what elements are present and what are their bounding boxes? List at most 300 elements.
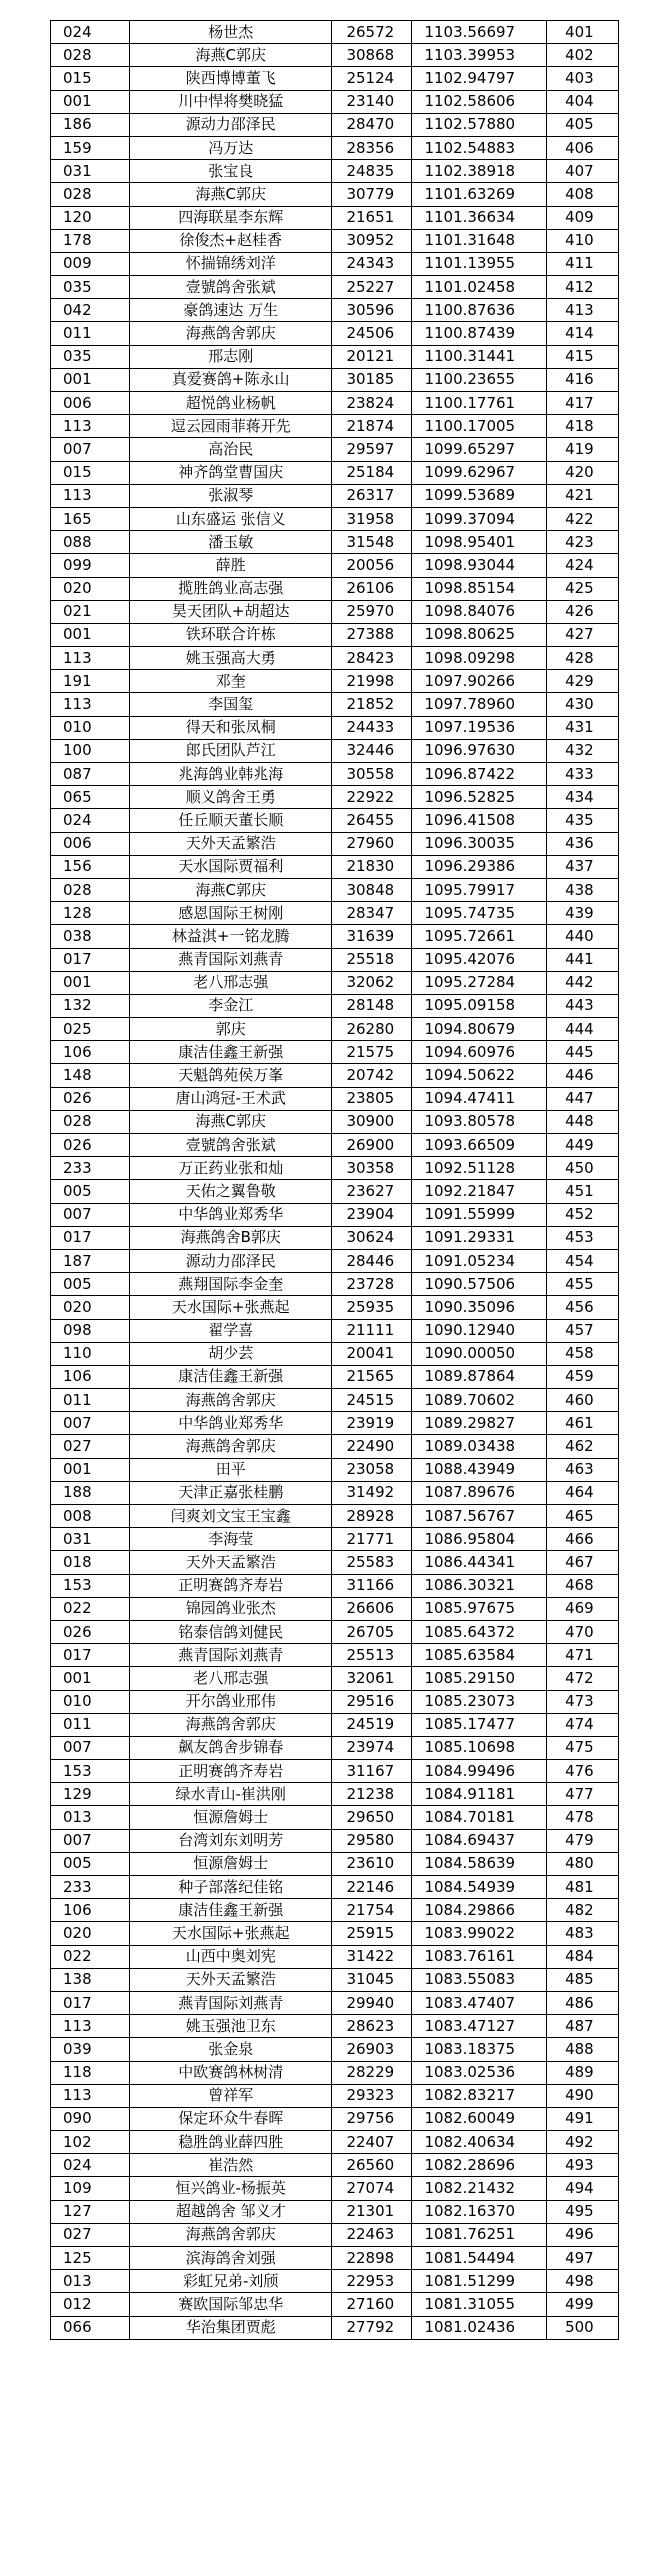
ring-number-cell: 29940: [332, 1991, 412, 2014]
team-number-cell: 127: [51, 2200, 130, 2223]
table-row: [51, 832, 619, 855]
team-number-cell: 005: [51, 1852, 130, 1875]
pigeon-owner-cell: 燕青国际刘燕青: [129, 948, 331, 971]
table-row: [51, 1365, 619, 1388]
team-number-cell: 013: [51, 2270, 130, 2293]
speed-cell: 1096.30035: [412, 832, 547, 855]
speed-cell: 1081.51299: [412, 2270, 547, 2293]
team-number-cell: 138: [51, 1968, 130, 1991]
team-number-cell: 005: [51, 1273, 130, 1296]
table-row: [51, 229, 619, 252]
table-row: [51, 507, 619, 530]
rank-cell: 401: [547, 21, 619, 44]
speed-cell: 1081.02436: [412, 2316, 547, 2339]
team-number-cell: 186: [51, 113, 130, 136]
pigeon-owner-cell: 薛胜: [129, 554, 331, 577]
table-row: [51, 2084, 619, 2107]
pigeon-owner-cell: 崔浩然: [129, 2154, 331, 2177]
pigeon-owner-cell: 兆海鸽业韩兆海: [129, 763, 331, 786]
speed-cell: 1100.17761: [412, 392, 547, 415]
speed-cell: 1094.47411: [412, 1087, 547, 1110]
pigeon-owner-cell: 康洁佳鑫王新强: [129, 1041, 331, 1064]
pigeon-owner-cell: 山东盛运 张信义: [129, 507, 331, 530]
table-row: [51, 1064, 619, 1087]
speed-cell: 1100.87636: [412, 299, 547, 322]
speed-cell: 1096.97630: [412, 739, 547, 762]
ring-number-cell: 32062: [332, 971, 412, 994]
team-number-cell: 017: [51, 1226, 130, 1249]
ring-number-cell: 31548: [332, 531, 412, 554]
team-number-cell: 015: [51, 461, 130, 484]
team-number-cell: 022: [51, 1945, 130, 1968]
speed-cell: 1087.89676: [412, 1481, 547, 1504]
speed-cell: 1092.51128: [412, 1157, 547, 1180]
speed-cell: 1084.58639: [412, 1852, 547, 1875]
pigeon-owner-cell: 陕西博博董飞: [129, 67, 331, 90]
pigeon-owner-cell: 昊天团队+胡超达: [129, 600, 331, 623]
rank-cell: 497: [547, 2247, 619, 2270]
ring-number-cell: 31958: [332, 507, 412, 530]
table-row: [51, 1273, 619, 1296]
table-row: [51, 2316, 619, 2339]
speed-cell: 1099.53689: [412, 484, 547, 507]
ring-number-cell: 26572: [332, 21, 412, 44]
ring-number-cell: 21852: [332, 693, 412, 716]
rank-cell: 484: [547, 1945, 619, 1968]
ring-number-cell: 22407: [332, 2131, 412, 2154]
pigeon-owner-cell: 开尔鸽业邢伟: [129, 1690, 331, 1713]
table-row: [51, 1342, 619, 1365]
ring-number-cell: 29597: [332, 438, 412, 461]
ring-number-cell: 25915: [332, 1922, 412, 1945]
table-row: [51, 1852, 619, 1875]
rank-cell: 473: [547, 1690, 619, 1713]
speed-cell: 1103.56697: [412, 21, 547, 44]
team-number-cell: 027: [51, 2223, 130, 2246]
speed-cell: 1100.31441: [412, 345, 547, 368]
team-number-cell: 187: [51, 1249, 130, 1272]
ring-number-cell: 32446: [332, 739, 412, 762]
rank-cell: 412: [547, 276, 619, 299]
table-row: [51, 1922, 619, 1945]
rank-cell: 426: [547, 600, 619, 623]
ring-number-cell: 21575: [332, 1041, 412, 1064]
table-row: [51, 971, 619, 994]
rank-cell: 463: [547, 1458, 619, 1481]
speed-cell: 1094.50622: [412, 1064, 547, 1087]
rank-cell: 417: [547, 392, 619, 415]
team-number-cell: 088: [51, 531, 130, 554]
ring-number-cell: 26106: [332, 577, 412, 600]
team-number-cell: 110: [51, 1342, 130, 1365]
team-number-cell: 008: [51, 1505, 130, 1528]
rank-cell: 448: [547, 1110, 619, 1133]
team-number-cell: 038: [51, 925, 130, 948]
rank-cell: 461: [547, 1412, 619, 1435]
team-number-cell: 001: [51, 623, 130, 646]
speed-cell: 1086.30321: [412, 1574, 547, 1597]
speed-cell: 1089.70602: [412, 1389, 547, 1412]
table-row: [51, 1319, 619, 1342]
pigeon-owner-cell: 海燕鸽舍郭庆: [129, 322, 331, 345]
team-number-cell: 020: [51, 577, 130, 600]
rank-cell: 469: [547, 1597, 619, 1620]
ring-number-cell: 27388: [332, 623, 412, 646]
speed-cell: 1095.79917: [412, 878, 547, 901]
team-number-cell: 024: [51, 2154, 130, 2177]
ring-number-cell: 21830: [332, 855, 412, 878]
ring-number-cell: 23140: [332, 90, 412, 113]
ring-number-cell: 21565: [332, 1365, 412, 1388]
team-number-cell: 035: [51, 276, 130, 299]
pigeon-owner-cell: 张宝良: [129, 160, 331, 183]
ring-number-cell: 31639: [332, 925, 412, 948]
team-number-cell: 113: [51, 415, 130, 438]
team-number-cell: 010: [51, 716, 130, 739]
rank-cell: 444: [547, 1018, 619, 1041]
table-row: [51, 67, 619, 90]
pigeon-owner-cell: 李海莹: [129, 1528, 331, 1551]
table-row: [51, 1876, 619, 1899]
rank-cell: 405: [547, 113, 619, 136]
speed-cell: 1100.87439: [412, 322, 547, 345]
table-row: [51, 1597, 619, 1620]
pigeon-owner-cell: 真爱赛鸽+陈永山: [129, 368, 331, 391]
ring-number-cell: 25935: [332, 1296, 412, 1319]
rank-cell: 407: [547, 160, 619, 183]
team-number-cell: 011: [51, 322, 130, 345]
table-row: [51, 1041, 619, 1064]
pigeon-owner-cell: 林益淇+一铭龙腾: [129, 925, 331, 948]
speed-cell: 1098.09298: [412, 647, 547, 670]
speed-cell: 1089.03438: [412, 1435, 547, 1458]
ring-number-cell: 23728: [332, 1273, 412, 1296]
ring-number-cell: 28446: [332, 1249, 412, 1272]
table-row: [51, 2131, 619, 2154]
ring-number-cell: 30779: [332, 183, 412, 206]
pigeon-owner-cell: 中华鸽业郑秀华: [129, 1203, 331, 1226]
rank-cell: 485: [547, 1968, 619, 1991]
team-number-cell: 026: [51, 1620, 130, 1643]
pigeon-owner-cell: 滨海鸽舍刘强: [129, 2247, 331, 2270]
speed-cell: 1096.87422: [412, 763, 547, 786]
table-row: [51, 994, 619, 1017]
speed-cell: 1095.74735: [412, 902, 547, 925]
speed-cell: 1085.10698: [412, 1736, 547, 1759]
ring-number-cell: 22463: [332, 2223, 412, 2246]
speed-cell: 1088.43949: [412, 1458, 547, 1481]
speed-cell: 1101.31648: [412, 229, 547, 252]
pigeon-owner-cell: 中欧赛鸽林树清: [129, 2061, 331, 2084]
ring-number-cell: 31422: [332, 1945, 412, 1968]
rank-cell: 440: [547, 925, 619, 948]
pigeon-owner-cell: 杨世杰: [129, 21, 331, 44]
table-row: [51, 183, 619, 206]
rank-cell: 422: [547, 507, 619, 530]
table-row: [51, 647, 619, 670]
team-number-cell: 007: [51, 438, 130, 461]
rank-cell: 425: [547, 577, 619, 600]
ring-number-cell: 22146: [332, 1876, 412, 1899]
ring-number-cell: 23974: [332, 1736, 412, 1759]
team-number-cell: 191: [51, 670, 130, 693]
team-number-cell: 128: [51, 902, 130, 925]
ring-number-cell: 31492: [332, 1481, 412, 1504]
team-number-cell: 027: [51, 1435, 130, 1458]
rank-cell: 488: [547, 2038, 619, 2061]
speed-cell: 1091.05234: [412, 1249, 547, 1272]
speed-cell: 1082.60049: [412, 2107, 547, 2130]
speed-cell: 1085.23073: [412, 1690, 547, 1713]
pigeon-owner-cell: 壹號鸽舍张斌: [129, 276, 331, 299]
speed-cell: 1085.64372: [412, 1620, 547, 1643]
pigeon-owner-cell: 闫爽刘文宝王宝鑫: [129, 1505, 331, 1528]
rank-cell: 411: [547, 252, 619, 275]
team-number-cell: 021: [51, 600, 130, 623]
table-row: [51, 1760, 619, 1783]
ring-number-cell: 28229: [332, 2061, 412, 2084]
team-number-cell: 001: [51, 1667, 130, 1690]
table-row: [51, 786, 619, 809]
pigeon-owner-cell: 翟学喜: [129, 1319, 331, 1342]
team-number-cell: 039: [51, 2038, 130, 2061]
table-row: [51, 878, 619, 901]
table-row: [51, 2223, 619, 2246]
ring-number-cell: 28928: [332, 1505, 412, 1528]
pigeon-owner-cell: 老八邢志强: [129, 971, 331, 994]
table-row: [51, 136, 619, 159]
rank-cell: 455: [547, 1273, 619, 1296]
pigeon-owner-cell: 张淑琴: [129, 484, 331, 507]
table-row: [51, 855, 619, 878]
ring-number-cell: 23627: [332, 1180, 412, 1203]
team-number-cell: 132: [51, 994, 130, 1017]
table-row: [51, 1991, 619, 2014]
rank-cell: 450: [547, 1157, 619, 1180]
ring-number-cell: 23919: [332, 1412, 412, 1435]
rank-cell: 458: [547, 1342, 619, 1365]
table-row: [51, 1806, 619, 1829]
pigeon-owner-cell: 胡少芸: [129, 1342, 331, 1365]
ring-number-cell: 21301: [332, 2200, 412, 2223]
table-row: [51, 1736, 619, 1759]
ring-number-cell: 24835: [332, 160, 412, 183]
team-number-cell: 113: [51, 647, 130, 670]
ring-number-cell: 25184: [332, 461, 412, 484]
table-row: [51, 2270, 619, 2293]
ring-number-cell: 22490: [332, 1435, 412, 1458]
speed-cell: 1099.65297: [412, 438, 547, 461]
speed-cell: 1081.54494: [412, 2247, 547, 2270]
table-row: [51, 2293, 619, 2316]
rank-cell: 410: [547, 229, 619, 252]
rank-cell: 498: [547, 2270, 619, 2293]
team-number-cell: 098: [51, 1319, 130, 1342]
table-row: [51, 1389, 619, 1412]
rank-cell: 494: [547, 2177, 619, 2200]
speed-cell: 1083.76161: [412, 1945, 547, 1968]
rank-cell: 437: [547, 855, 619, 878]
team-number-cell: 233: [51, 1876, 130, 1899]
table-row: [51, 276, 619, 299]
ring-number-cell: 28623: [332, 2015, 412, 2038]
ring-number-cell: 30596: [332, 299, 412, 322]
speed-cell: 1085.17477: [412, 1713, 547, 1736]
team-number-cell: 009: [51, 252, 130, 275]
rank-cell: 439: [547, 902, 619, 925]
rank-cell: 436: [547, 832, 619, 855]
speed-cell: 1082.83217: [412, 2084, 547, 2107]
table-row: [51, 554, 619, 577]
team-number-cell: 031: [51, 160, 130, 183]
pigeon-owner-cell: 李金江: [129, 994, 331, 1017]
team-number-cell: 129: [51, 1783, 130, 1806]
speed-cell: 1101.02458: [412, 276, 547, 299]
rank-cell: 447: [547, 1087, 619, 1110]
rank-cell: 465: [547, 1505, 619, 1528]
table-row: [51, 113, 619, 136]
ring-number-cell: 25970: [332, 600, 412, 623]
team-number-cell: 001: [51, 90, 130, 113]
speed-cell: 1081.76251: [412, 2223, 547, 2246]
table-row: [51, 368, 619, 391]
table-row: [51, 1644, 619, 1667]
table-row: [51, 1945, 619, 1968]
pigeon-owner-cell: 源动力邵泽民: [129, 113, 331, 136]
speed-cell: 1098.84076: [412, 600, 547, 623]
rank-cell: 496: [547, 2223, 619, 2246]
team-number-cell: 159: [51, 136, 130, 159]
speed-cell: 1095.09158: [412, 994, 547, 1017]
table-row: [51, 1087, 619, 1110]
ranking-table-body: [51, 21, 619, 2340]
ring-number-cell: 23904: [332, 1203, 412, 1226]
ring-number-cell: 27792: [332, 2316, 412, 2339]
pigeon-owner-cell: 怀揣锦绣刘洋: [129, 252, 331, 275]
table-row: [51, 2015, 619, 2038]
pigeon-owner-cell: 海燕C郭庆: [129, 44, 331, 67]
rank-cell: 476: [547, 1760, 619, 1783]
pigeon-owner-cell: 感恩国际王树刚: [129, 902, 331, 925]
ring-number-cell: 30624: [332, 1226, 412, 1249]
rank-cell: 416: [547, 368, 619, 391]
ring-number-cell: 30848: [332, 878, 412, 901]
pigeon-owner-cell: 正明赛鸽齐寿岩: [129, 1760, 331, 1783]
team-number-cell: 118: [51, 2061, 130, 2084]
table-row: [51, 2107, 619, 2130]
team-number-cell: 024: [51, 21, 130, 44]
speed-cell: 1092.21847: [412, 1180, 547, 1203]
speed-cell: 1082.21432: [412, 2177, 547, 2200]
rank-cell: 492: [547, 2131, 619, 2154]
table-row: [51, 1157, 619, 1180]
table-row: [51, 531, 619, 554]
rank-cell: 435: [547, 809, 619, 832]
rank-cell: 418: [547, 415, 619, 438]
table-row: [51, 693, 619, 716]
ring-number-cell: 30900: [332, 1110, 412, 1133]
pigeon-owner-cell: 老八邢志强: [129, 1667, 331, 1690]
pigeon-owner-cell: 康洁佳鑫王新强: [129, 1899, 331, 1922]
ring-number-cell: 30868: [332, 44, 412, 67]
team-number-cell: 026: [51, 1087, 130, 1110]
team-number-cell: 028: [51, 183, 130, 206]
team-number-cell: 010: [51, 1690, 130, 1713]
rank-cell: 468: [547, 1574, 619, 1597]
speed-cell: 1095.72661: [412, 925, 547, 948]
pigeon-owner-cell: 天魁鸽苑侯万峯: [129, 1064, 331, 1087]
table-row: [51, 925, 619, 948]
team-number-cell: 102: [51, 2131, 130, 2154]
rank-cell: 423: [547, 531, 619, 554]
ring-number-cell: 29650: [332, 1806, 412, 1829]
ring-number-cell: 24519: [332, 1713, 412, 1736]
ring-number-cell: 29580: [332, 1829, 412, 1852]
ring-number-cell: 28470: [332, 113, 412, 136]
speed-cell: 1085.29150: [412, 1667, 547, 1690]
speed-cell: 1098.95401: [412, 531, 547, 554]
speed-cell: 1099.37094: [412, 507, 547, 530]
pigeon-owner-cell: 邢志刚: [129, 345, 331, 368]
speed-cell: 1100.17005: [412, 415, 547, 438]
table-row: [51, 1620, 619, 1643]
table-row: [51, 1481, 619, 1504]
ranking-table: [50, 20, 619, 2340]
pigeon-owner-cell: 天外天孟繁浩: [129, 1551, 331, 1574]
speed-cell: 1095.42076: [412, 948, 547, 971]
table-row: [51, 1667, 619, 1690]
rank-cell: 409: [547, 206, 619, 229]
team-number-cell: 113: [51, 2015, 130, 2038]
speed-cell: 1084.70181: [412, 1806, 547, 1829]
team-number-cell: 178: [51, 229, 130, 252]
team-number-cell: 106: [51, 1365, 130, 1388]
rank-cell: 482: [547, 1899, 619, 1922]
rank-cell: 500: [547, 2316, 619, 2339]
pigeon-owner-cell: 飙友鸽舍步锦春: [129, 1736, 331, 1759]
table-row: [51, 1458, 619, 1481]
ring-number-cell: 30952: [332, 229, 412, 252]
team-number-cell: 012: [51, 2293, 130, 2316]
speed-cell: 1089.87864: [412, 1365, 547, 1388]
rank-cell: 479: [547, 1829, 619, 1852]
team-number-cell: 011: [51, 1713, 130, 1736]
team-number-cell: 113: [51, 693, 130, 716]
team-number-cell: 153: [51, 1760, 130, 1783]
team-number-cell: 006: [51, 832, 130, 855]
pigeon-owner-cell: 源动力邵泽民: [129, 1249, 331, 1272]
rank-cell: 483: [547, 1922, 619, 1945]
rank-cell: 480: [547, 1852, 619, 1875]
rank-cell: 404: [547, 90, 619, 113]
speed-cell: 1096.52825: [412, 786, 547, 809]
ring-number-cell: 25513: [332, 1644, 412, 1667]
pigeon-owner-cell: 海燕鸽舍郭庆: [129, 1389, 331, 1412]
table-row: [51, 44, 619, 67]
ring-number-cell: 30185: [332, 368, 412, 391]
speed-cell: 1083.18375: [412, 2038, 547, 2061]
pigeon-owner-cell: 揽胜鸽业高志强: [129, 577, 331, 600]
team-number-cell: 020: [51, 1296, 130, 1319]
table-row: [51, 577, 619, 600]
ring-number-cell: 25583: [332, 1551, 412, 1574]
pigeon-owner-cell: 豪鸽速达 万生: [129, 299, 331, 322]
pigeon-owner-cell: 天水国际+张燕起: [129, 1922, 331, 1945]
rank-cell: 493: [547, 2154, 619, 2177]
team-number-cell: 017: [51, 1991, 130, 2014]
pigeon-owner-cell: 稳胜鸽业薛四胜: [129, 2131, 331, 2154]
team-number-cell: 011: [51, 1389, 130, 1412]
